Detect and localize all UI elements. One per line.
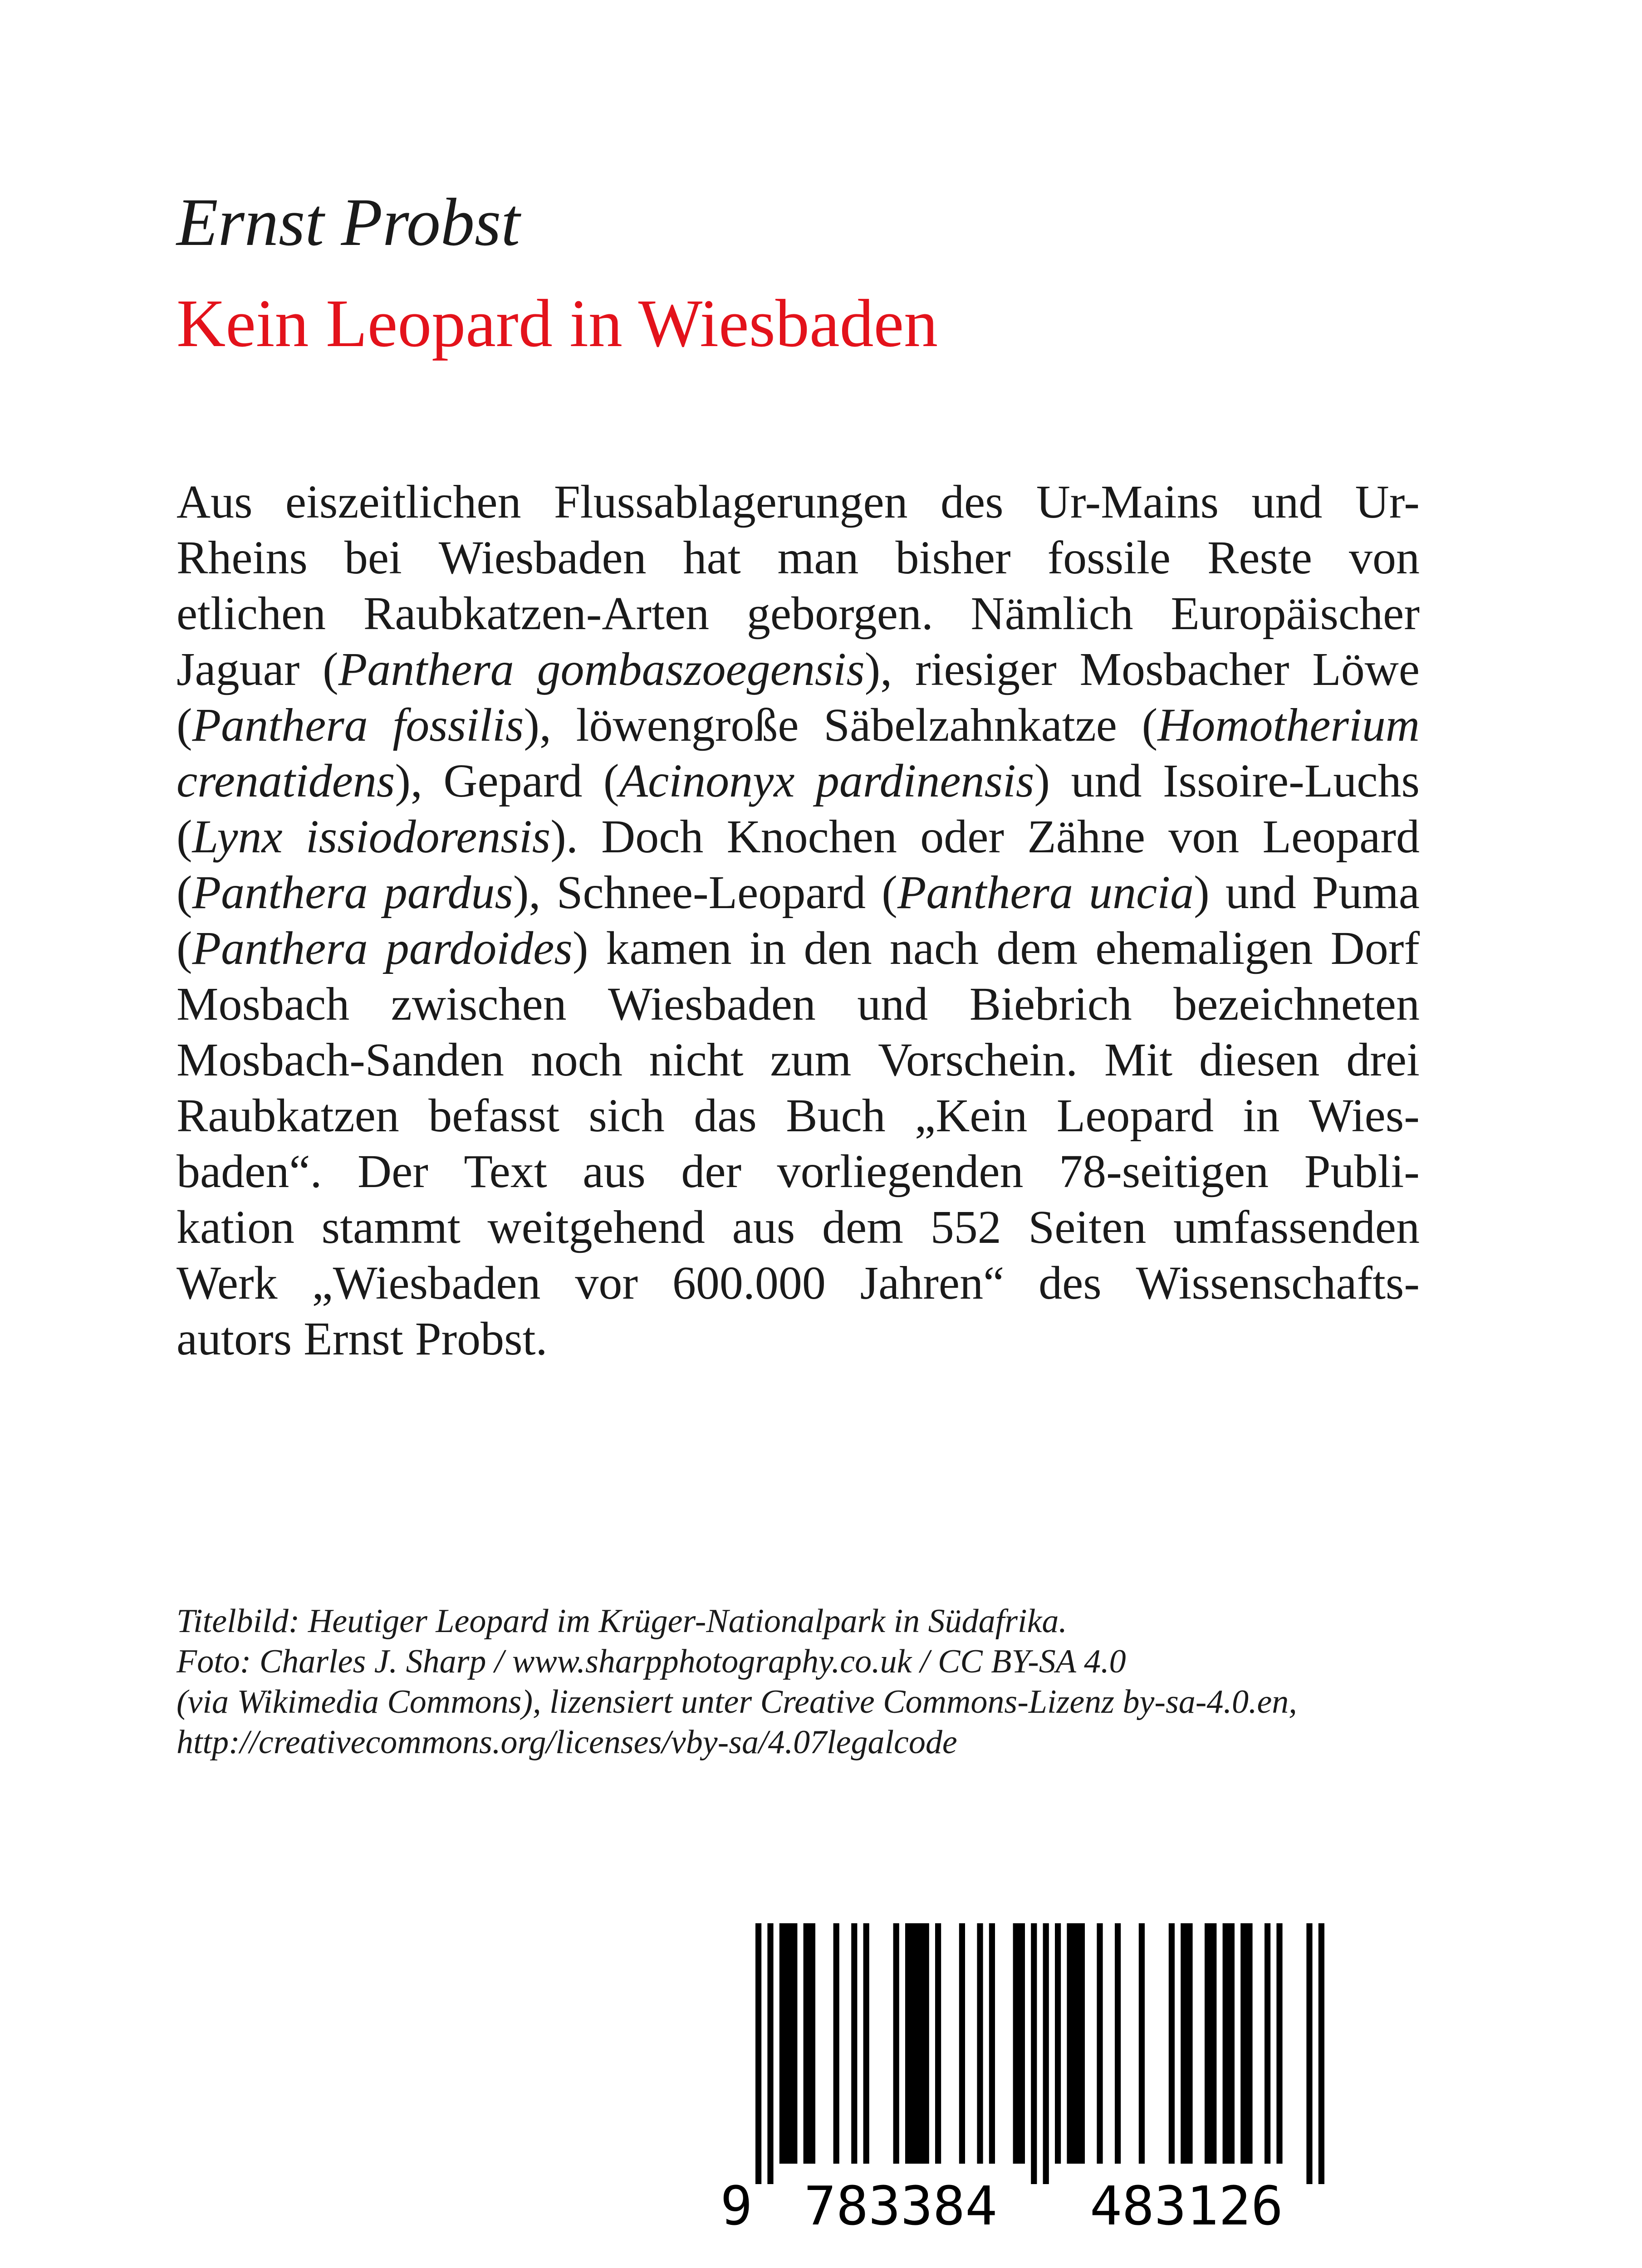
credit-line: (via Wikimedia Commons), lizensiert unter Creative Commons-Lizenz by-sa-4.0.en, <box>176 1683 1297 1721</box>
blurb-run: Biebrich <box>969 978 1132 1030</box>
blurb-run: ( <box>882 866 897 919</box>
blurb-word <box>1331 920 1420 976</box>
blurb-word <box>1171 586 1420 641</box>
blurb-word <box>344 530 402 586</box>
blurb-word <box>683 530 741 586</box>
blurb-run: Doch <box>601 811 704 863</box>
blurb-run: 552 <box>930 1201 1001 1253</box>
blurb-run: Wies- <box>1309 1090 1420 1142</box>
blurb-run: das <box>694 1090 757 1142</box>
barcode-bar <box>989 1923 995 2164</box>
image-credit <box>176 1601 1297 1763</box>
blurb-line <box>176 586 1420 641</box>
blurb-run: Flussablagerungen <box>554 476 908 528</box>
blurb-word <box>1168 809 1239 865</box>
barcode-bar <box>1067 1923 1085 2164</box>
blurb-run: Ur-Mains <box>1036 476 1219 528</box>
blurb-word <box>649 1032 744 1088</box>
blurb-italic-run: Panthera <box>897 866 1073 919</box>
blurb-word <box>176 586 326 641</box>
blurb-run: und <box>1251 476 1323 528</box>
blurb-word <box>1142 697 1420 753</box>
blurb-run: bei <box>344 532 402 584</box>
blurb-line <box>176 1255 1420 1311</box>
blurb-run: Der <box>357 1145 428 1198</box>
blurb-word <box>392 697 551 753</box>
blurb-word <box>672 1255 826 1311</box>
blurb-run: löwengroße <box>576 699 799 751</box>
barcode-guard-bar <box>755 1923 761 2184</box>
blurb-word <box>606 920 732 976</box>
blurb-word <box>857 976 928 1032</box>
blurb-word <box>1243 1088 1280 1144</box>
blurb-italic-run: Panthera <box>192 866 368 919</box>
barcode-digits-left: 783384 <box>804 2175 998 2232</box>
blurb-italic-run: pardinensis <box>815 755 1034 807</box>
blurb-run: zum <box>770 1034 852 1086</box>
blurb-line <box>176 865 1420 920</box>
blurb-word <box>608 976 816 1032</box>
blurb-word <box>554 474 908 530</box>
barcode-digits-right: 483126 <box>1089 2175 1284 2232</box>
barcode-bar <box>1276 1923 1282 2164</box>
blurb-run: von <box>1168 811 1240 863</box>
blurb-run: Werk <box>176 1257 278 1309</box>
blurb-word <box>176 1088 399 1144</box>
blurb-run: Leopard <box>1056 1090 1214 1142</box>
blurb-word <box>176 1255 278 1311</box>
blurb-run: Säbelzahnkatze <box>823 699 1117 751</box>
blurb-run: „Wiesbaden <box>312 1257 541 1309</box>
blurb-run: 600.000 <box>672 1257 826 1309</box>
barcode-bar <box>863 1923 869 2164</box>
blurb-word <box>1225 865 1296 920</box>
blurb-word <box>941 474 1004 530</box>
blurb-run: aus <box>583 1145 646 1198</box>
credit-line: Titelbild: Heutiger Leopard im Krüger-Nationalpark in Südafrika. <box>176 1603 1067 1640</box>
blurb-word <box>996 920 1078 976</box>
author-name: Ernst Probst <box>176 185 520 260</box>
blurb-word <box>732 1199 795 1255</box>
barcode-guard-bar <box>1306 1923 1312 2184</box>
blurb-run: Schnee-Leopard <box>556 866 866 919</box>
book-title: Kein Leopard in Wiesbaden <box>176 286 938 361</box>
blurb-word <box>1199 1032 1320 1088</box>
blurb-run: Mit <box>1104 1034 1173 1086</box>
blurb-word <box>804 920 872 976</box>
barcode-bar <box>833 1923 839 2164</box>
blurb-word <box>770 1032 851 1088</box>
blurb-word <box>386 920 588 976</box>
blurb-word <box>384 865 541 920</box>
blurb-word <box>488 1199 705 1255</box>
blurb-run: befasst <box>428 1090 560 1142</box>
barcode-bar <box>905 1923 929 2164</box>
barcode-bar <box>1205 1923 1216 2164</box>
blurb-word <box>777 1144 1024 1199</box>
blurb-run: dem <box>822 1201 903 1253</box>
barcode-guard-bar <box>1043 1923 1049 2184</box>
blurb-word <box>176 1144 322 1199</box>
blurb-run: Leopard <box>1262 811 1420 863</box>
blurb-word <box>1036 474 1219 530</box>
blurb-run: Raubkatzen-Arten <box>363 587 710 640</box>
blurb-word <box>1173 976 1420 1032</box>
blurb-run: Wiesbaden <box>438 532 647 584</box>
blurb-word <box>306 809 578 865</box>
blurb-word <box>391 976 567 1032</box>
blurb-line <box>176 697 1420 753</box>
blurb-run: ( <box>176 922 192 974</box>
blurb-word <box>176 753 422 809</box>
blurb-word <box>816 753 1050 809</box>
blurb-run: Ur- <box>1355 476 1420 528</box>
barcode-bar <box>1097 1923 1103 2164</box>
blurb-run: und <box>857 978 928 1030</box>
barcode-bar <box>893 1923 899 2164</box>
blurb-run: Mosbach-Sanden <box>176 1034 505 1086</box>
blurb-word <box>575 1255 638 1311</box>
blurb-run: kation <box>176 1201 294 1253</box>
blurb-word <box>1304 1144 1420 1199</box>
barcode-bar <box>1115 1923 1121 2164</box>
blurb-word <box>576 697 799 753</box>
barcode-bar <box>1181 1923 1192 2164</box>
blurb-word <box>415 1311 548 1367</box>
blurb-word <box>285 474 521 530</box>
credit-line: Foto: Charles J. Sharp / www.sharpphotography.co.uk / CC BY-SA 4.0 <box>176 1643 1126 1680</box>
blurb-run: man <box>777 532 859 584</box>
blurb-run: Text <box>464 1145 547 1198</box>
blurb-word <box>1071 753 1142 809</box>
credit-line: http://creativecommons.org/licenses/vby-sa/4.07legalcode <box>176 1724 957 1761</box>
blurb-run: bezeichneten <box>1173 978 1420 1030</box>
blurb-word <box>312 1255 540 1311</box>
blurb-word <box>786 1088 886 1144</box>
blurb-word <box>176 697 368 753</box>
blurb-run: Publi- <box>1304 1145 1420 1198</box>
blurb-run: geborgen. <box>746 587 933 640</box>
blurb-run: autors <box>176 1313 292 1365</box>
blurb-run: Wissenschafts- <box>1136 1257 1420 1309</box>
blurb-word <box>531 1032 622 1088</box>
blurb-run: Probst. <box>415 1313 548 1365</box>
blurb-run: des <box>1039 1257 1102 1309</box>
blurb-run: zwischen <box>391 978 567 1030</box>
blurb-word <box>557 865 866 920</box>
blurb-line <box>176 976 1420 1032</box>
blurb-run: Zähne <box>1027 811 1146 863</box>
blurb-word <box>176 809 283 865</box>
blurb-word <box>1104 1032 1172 1088</box>
blurb-run: diesen <box>1199 1034 1320 1086</box>
blurb-word <box>727 809 897 865</box>
blurb-italic-run: Panthera <box>192 699 368 751</box>
blurb-word <box>1039 1255 1102 1311</box>
blurb-run: kamen <box>606 922 732 974</box>
blurb-run: „Kein <box>915 1090 1028 1142</box>
blurb-italic-run: Panthera <box>192 922 368 974</box>
blurb-word <box>694 1088 757 1144</box>
blurb-run: baden“. <box>176 1145 322 1198</box>
barcode-guard-bar <box>1031 1923 1037 2184</box>
blurb-word <box>890 920 979 976</box>
blurb-word <box>601 809 703 865</box>
barcode-bar <box>977 1923 983 2164</box>
blurb-run: riesiger <box>915 643 1057 695</box>
blurb-run: eiszeitlichen <box>285 476 521 528</box>
barcode-digit-prefix: 9 <box>720 2175 753 2232</box>
blurb-word <box>1048 530 1171 586</box>
blurb-run: ( <box>176 699 192 751</box>
blurb-run: des <box>940 476 1004 528</box>
blurb-run: vorliegenden <box>777 1145 1024 1198</box>
blurb-run: Mosbach <box>176 978 350 1030</box>
blurb-italic-run: uncia <box>1089 866 1194 919</box>
blurb-run: ), <box>864 643 892 695</box>
blurb-run: nach <box>889 922 979 974</box>
blurb-run: ( <box>176 866 192 919</box>
blurb-word <box>176 920 368 976</box>
blurb-word <box>537 641 892 697</box>
blurb-word <box>322 1199 461 1255</box>
blurb-italic-run: pardoides <box>385 922 573 974</box>
blurb-word <box>443 753 582 809</box>
barcode-bar <box>804 1923 815 2164</box>
blurb-word <box>970 976 1132 1032</box>
blurb-italic-run: Homotherium <box>1157 699 1420 751</box>
blurb-run: Puma <box>1312 866 1420 919</box>
blurb-run: drei <box>1346 1034 1420 1086</box>
blurb-run: ( <box>603 755 619 807</box>
barcode-guard-bar <box>767 1923 773 2184</box>
blurb-line <box>176 809 1420 865</box>
blurb-run: den <box>804 922 872 974</box>
blurb-run: Raubkatzen <box>176 1090 399 1142</box>
blurb-word <box>428 1088 559 1144</box>
blurb-word <box>439 530 647 586</box>
barcode-bar <box>1055 1923 1061 2164</box>
barcode-bar <box>935 1923 941 2164</box>
blurb-italic-run: Acinonyx <box>619 755 795 807</box>
blurb-run: in <box>749 922 786 974</box>
blurb-line <box>176 474 1420 530</box>
barcode-guard-bar <box>1319 1923 1324 2184</box>
blurb-word <box>176 1199 294 1255</box>
blurb-line <box>176 1311 1420 1367</box>
blurb-italic-run: Panthera <box>338 643 514 695</box>
blurb-line <box>176 1088 1420 1144</box>
blurb-word <box>304 1311 403 1367</box>
blurb-run: bisher <box>895 532 1011 584</box>
blurb-run: ), <box>395 755 422 807</box>
blurb-line <box>176 753 1420 809</box>
blurb-text <box>176 474 1420 1367</box>
blurb-word <box>860 1255 1005 1311</box>
blurb-line <box>176 530 1420 586</box>
blurb-word <box>363 586 709 641</box>
blurb-word <box>1173 1199 1420 1255</box>
isbn-barcode <box>719 1923 1363 2232</box>
blurb-run: ). <box>550 811 578 863</box>
blurb-word <box>1312 641 1420 697</box>
blurb-run: weitgehend <box>487 1201 705 1253</box>
blurb-word <box>176 474 253 530</box>
blurb-run: fossile <box>1047 532 1171 584</box>
blurb-line <box>176 1144 1420 1199</box>
blurb-word <box>1089 865 1210 920</box>
blurb-word <box>1207 530 1312 586</box>
blurb-italic-run: fossilis <box>392 699 524 751</box>
blurb-word <box>1057 1088 1214 1144</box>
blurb-run: dem <box>996 922 1078 974</box>
blurb-run: nicht <box>649 1034 744 1086</box>
barcode-bar <box>1139 1923 1145 2164</box>
blurb-run: ) <box>572 922 588 974</box>
blurb-word <box>1309 1088 1420 1144</box>
blurb-run: Europäischer <box>1171 587 1420 640</box>
blurb-word <box>176 530 308 586</box>
blurb-run: Rheins <box>176 532 308 584</box>
blurb-run: Buch <box>786 1090 886 1142</box>
blurb-word <box>822 1199 903 1255</box>
blurb-run: Knochen <box>726 811 897 863</box>
blurb-run: ( <box>323 643 338 695</box>
blurb-word <box>464 1144 547 1199</box>
blurb-run: ( <box>1142 699 1158 751</box>
barcode-bar <box>1240 1923 1252 2164</box>
blurb-run: 78-seitigen <box>1059 1145 1269 1198</box>
blurb-line <box>176 1199 1420 1255</box>
blurb-run: Löwe <box>1312 643 1420 695</box>
blurb-word <box>778 530 859 586</box>
blurb-word <box>583 1144 646 1199</box>
blurb-word <box>588 1088 665 1144</box>
blurb-run: der <box>681 1145 742 1198</box>
blurb-run: sich <box>588 1090 665 1142</box>
blurb-run: ), <box>524 699 551 751</box>
blurb-run: Dorf <box>1330 922 1420 974</box>
blurb-run: Jahren“ <box>860 1257 1005 1309</box>
blurb-word <box>750 920 786 976</box>
blurb-run: ) <box>1194 866 1210 919</box>
blurb-run: in <box>1243 1090 1280 1142</box>
blurb-run: Mosbacher <box>1079 643 1289 695</box>
blurb-word <box>176 1311 292 1367</box>
blurb-word <box>1136 1255 1420 1311</box>
blurb-word <box>1355 474 1420 530</box>
blurb-run: Ernst <box>304 1313 403 1365</box>
blurb-word <box>915 1088 1027 1144</box>
blurb-word <box>1079 641 1289 697</box>
blurb-run: Issoire-Luchs <box>1162 755 1420 807</box>
blurb-word <box>603 753 795 809</box>
blurb-word <box>1312 865 1420 920</box>
blurb-word <box>971 586 1133 641</box>
blurb-word <box>895 530 1010 586</box>
blurb-run: und <box>1225 866 1296 919</box>
blurb-word <box>1028 1199 1146 1255</box>
blurb-italic-run: pardus <box>383 866 513 919</box>
blurb-run: ), <box>513 866 541 919</box>
blurb-word <box>323 641 514 697</box>
blurb-word <box>1251 474 1322 530</box>
blurb-italic-run: Lynx <box>192 811 283 863</box>
blurb-word <box>1059 1144 1269 1199</box>
blurb-line <box>176 920 1420 976</box>
barcode-bar <box>1223 1923 1235 2164</box>
blurb-word <box>823 697 1117 753</box>
blurb-word <box>1262 809 1419 865</box>
blurb-run: oder <box>920 811 1005 863</box>
blurb-word <box>176 1032 504 1088</box>
blurb-word <box>1349 530 1420 586</box>
blurb-run: und <box>1071 755 1142 807</box>
barcode-bar <box>851 1923 857 2164</box>
blurb-word <box>176 641 299 697</box>
blurb-word <box>920 809 1004 865</box>
blurb-run: noch <box>530 1034 622 1086</box>
blurb-word <box>1095 920 1313 976</box>
blurb-line <box>176 641 1420 697</box>
blurb-run: Seiten <box>1028 1201 1147 1253</box>
blurb-word <box>882 865 1073 920</box>
blurb-word <box>878 1032 1078 1088</box>
blurb-run: Aus <box>176 476 253 528</box>
blurb-run: vor <box>575 1257 638 1309</box>
blurb-run: ) <box>1034 755 1050 807</box>
blurb-run: ehemaligen <box>1095 922 1313 974</box>
blurb-word <box>931 1199 1001 1255</box>
blurb-word <box>1027 809 1145 865</box>
blurb-run: umfassenden <box>1173 1201 1420 1253</box>
blurb-line <box>176 1032 1420 1088</box>
blurb-run: etlichen <box>176 587 326 640</box>
blurb-run: aus <box>732 1201 795 1253</box>
blurb-run: von <box>1348 532 1420 584</box>
blurb-run: ( <box>176 811 192 863</box>
blurb-word <box>1346 1032 1420 1088</box>
blurb-run: Vorschein. <box>878 1034 1078 1086</box>
blurb-italic-run: issiodorensis <box>305 811 551 863</box>
blurb-run: Gepard <box>443 755 583 807</box>
barcode-bar <box>959 1923 965 2164</box>
barcode-bars <box>755 1923 1324 2184</box>
blurb-italic-run: crenatidens <box>176 755 395 807</box>
blurb-italic-run: gombaszoegensis <box>537 643 865 695</box>
blurb-word <box>747 586 933 641</box>
blurb-run: Jaguar <box>176 643 300 695</box>
blurb-word <box>915 641 1057 697</box>
barcode-bar <box>1013 1923 1025 2164</box>
blurb-run: Reste <box>1207 532 1313 584</box>
blurb-word <box>176 976 349 1032</box>
blurb-run: Wiesbaden <box>608 978 816 1030</box>
blurb-run: hat <box>683 532 741 584</box>
blurb-run: Nämlich <box>970 587 1133 640</box>
blurb-word <box>1163 753 1420 809</box>
blurb-word <box>681 1144 741 1199</box>
blurb-run: stammt <box>321 1201 461 1253</box>
barcode-bar <box>1169 1923 1175 2164</box>
barcode-bar <box>1265 1923 1270 2164</box>
barcode-bar <box>779 1923 798 2164</box>
blurb-word <box>358 1144 428 1199</box>
blurb-word <box>176 865 368 920</box>
